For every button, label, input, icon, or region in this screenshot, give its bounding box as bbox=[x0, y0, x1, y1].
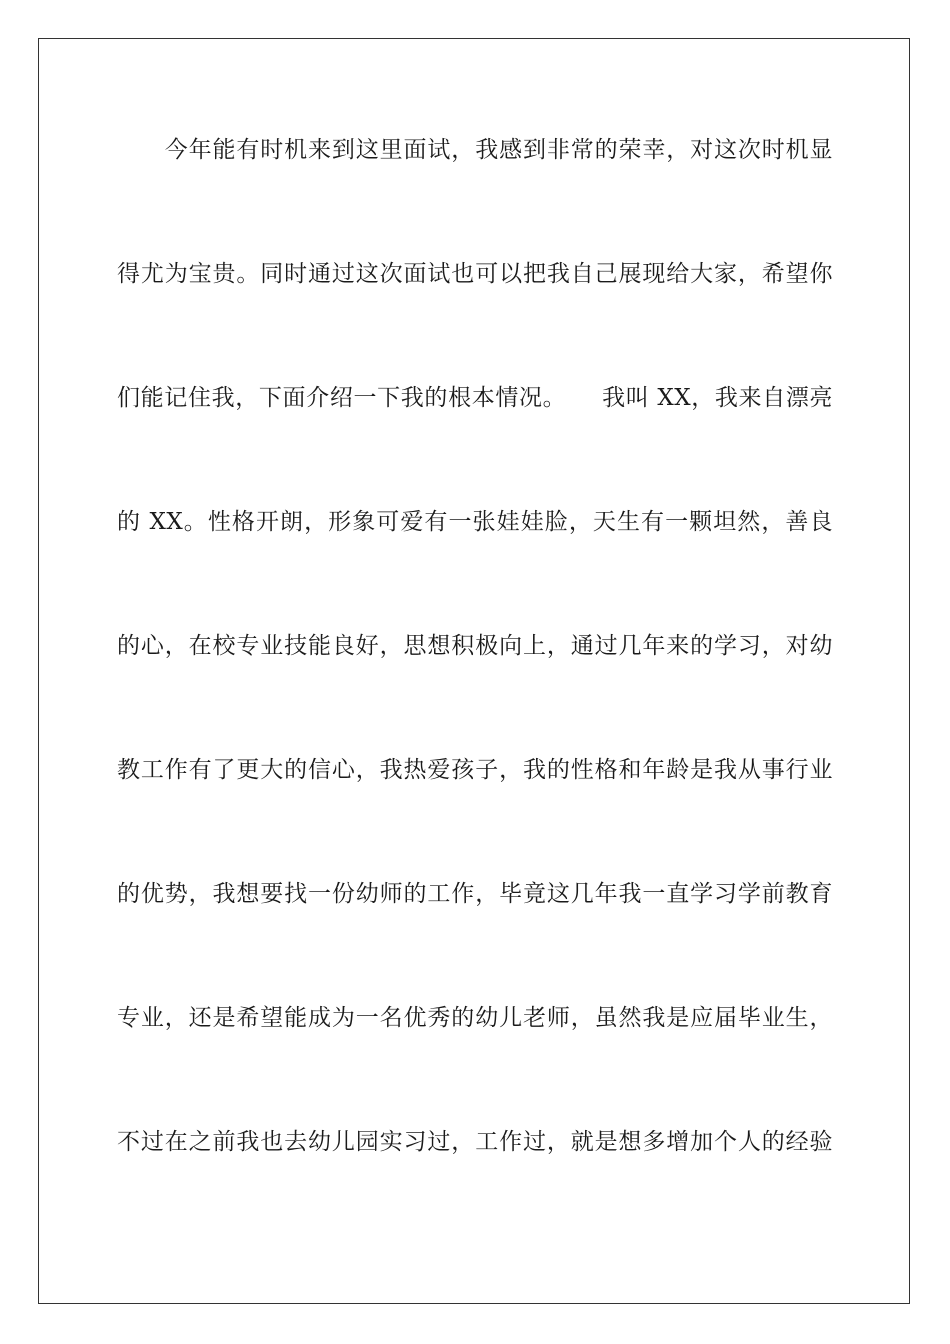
text-line-4: 的 XX。性格开朗，形象可爱有一张娃娃脸，天生有一颗坦然，善良 bbox=[117, 509, 833, 535]
text-line-6: 教工作有了更大的信心，我热爱孩子，我的性格和年龄是我从事行业 bbox=[117, 757, 833, 783]
text-line-3: 们能记住我，下面介绍一下我的根本情况。 我叫 XX，我来自漂亮 bbox=[117, 385, 833, 411]
text-line-8: 专业，还是希望能成为一名优秀的幼儿老师，虽然我是应届毕业生， bbox=[117, 1005, 833, 1031]
text-line-7: 的优势，我想要找一份幼师的工作，毕竟这几年我一直学习学前教育 bbox=[117, 881, 833, 907]
text-line-9: 不过在之前我也去幼儿园实习过，工作过，就是想多增加个人的经验 bbox=[117, 1129, 833, 1155]
text-line-2: 得尤为宝贵。同时通过这次面试也可以把我自己展现给大家，希望你 bbox=[117, 261, 833, 287]
text-line-5: 的心，在校专业技能良好，思想积极向上，通过几年来的学习，对幼 bbox=[117, 633, 833, 659]
text-line-1: 今年能有时机来到这里面试，我感到非常的荣幸，对这次时机显 bbox=[117, 137, 833, 163]
